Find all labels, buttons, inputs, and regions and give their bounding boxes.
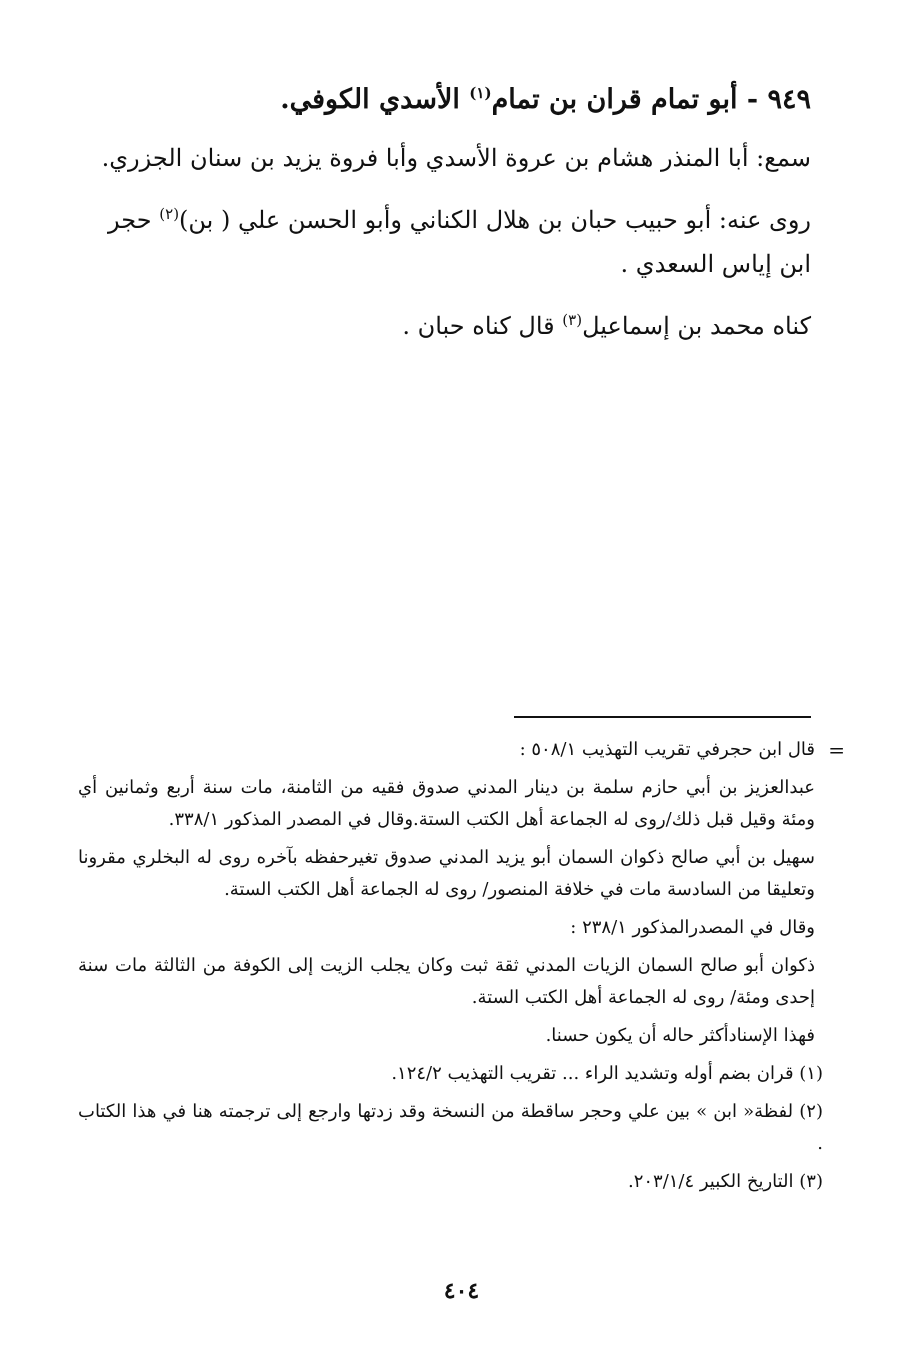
entry-title [78,78,811,122]
footnote-2: (٢) لفظة« ابن » بين علي وحجر ساقطة من النسخة وقد زدتها وارجع إلى ترجمته هنا في هذا الكتاب . [78,1101,823,1154]
entry-number: ٩٤٩ [767,84,811,115]
narrated-by-continuation: ابن إياس السعدي . [620,250,811,278]
footnote-1: (١) قران بضم أوله وتشديد الراء ... تقريب التهذيب ١٢٤/٢. [391,1063,823,1084]
entry-name: - أبو تمام قران بن تمام [491,84,759,115]
kunya-text: كناه محمد بن إسماعيل [582,312,811,340]
kunya-tail: قال كناه حبان . [402,312,555,340]
note-ref-2: (٢) [159,205,180,223]
footnote-3: (٣) التاريخ الكبير ٢٠٣/١/٤. [627,1171,823,1192]
footnote-line: قال ابن حجرفي تقريب التهذيب ٥٠٨/١ : [519,739,815,760]
continuation-mark: = [828,738,845,762]
note-ref-1: (١) [469,84,492,102]
entry-name-tail: الأسدي الكوفي. [280,84,460,115]
main-text [78,78,811,366]
narrated-by-paragraph [78,198,811,286]
footnote-continuation-line [78,734,845,766]
footnote-line: فهذا الإسنادأكثر حاله أن يكون حسنا. [545,1025,815,1046]
heard-from-paragraph: سمع: أبا المنذر هشام بن عروة الأسدي وأبا فروة يزيد بن سنان الجزري. [101,144,811,172]
footnote-line: وقال في المصدرالمذكور ٢٣٨/١ : [570,917,815,938]
page-number: ٤٠٤ [443,1278,480,1304]
note-ref-3: (٣) [562,311,583,329]
narrated-by-tail: حجر [108,206,152,234]
kunya-paragraph [78,304,811,348]
footnote-separator [514,716,811,718]
narrated-by-text: روى عنه: أبو حبيب حبان بن هلال الكناني وأبو الحسن علي ( بن) [179,206,811,234]
footnote-line: عبدالعزيز بن أبي حازم سلمة بن دينار المدني صدوق فقيه من الثامنة، مات سنة أربع وثمانين أي ومئة وقيل قبل ذلك/روى له الجماعة أهل الكتب الستة.وقال في المصدر المذكور ٣٣٨/١. [78,777,815,830]
footnote-line: ذكوان أبو صالح السمان الزيات المدني ثقة ثبت وكان يجلب الزيت إلى الكوفة من الثالثة مات سنة إحدى ومئة/ روى له الجماعة أهل الكتب الستة. [78,955,815,1008]
footnote-line: سهيل بن أبي صالح ذكوان السمان أبو يزيد المدني صدوق تغيرحفظه بآخره روى له البخلري مقرونا وتعليقا من السادسة مات في خلافة المنصور/ روى له الجماعة أهل الكتب الستة. [78,847,815,900]
footnotes [78,734,845,1204]
